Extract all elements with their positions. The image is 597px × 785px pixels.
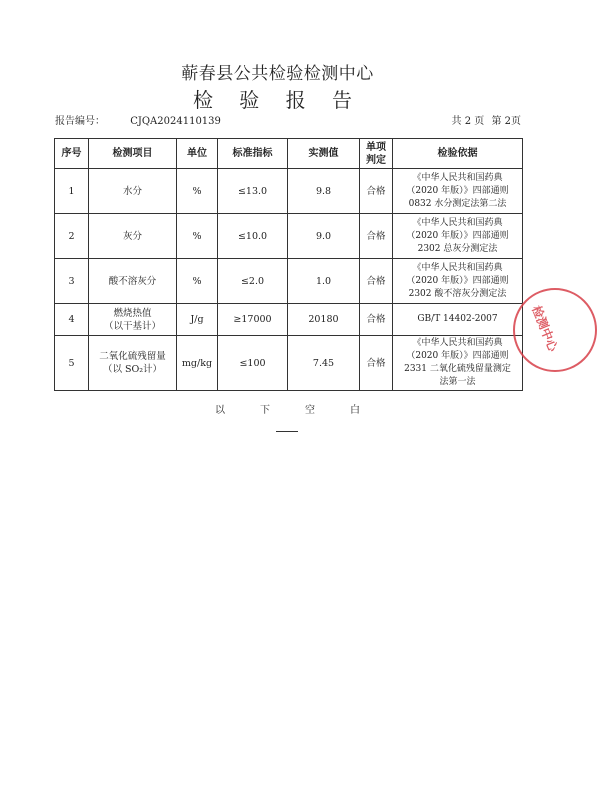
- cell-value: 1.0: [288, 259, 360, 304]
- column-header-standard: 标准指标: [218, 139, 288, 169]
- cell-unit: mg/kg: [177, 336, 218, 391]
- cell-item: [89, 336, 177, 391]
- cell-no: 4: [55, 304, 89, 336]
- basis-line: （2020 年版）》四部通则: [406, 230, 509, 241]
- cell-result: 合格: [360, 259, 393, 304]
- total-pages: 共 2 页: [451, 116, 485, 127]
- item-name: 燃烧热值: [113, 307, 152, 319]
- cell-standard: ≤13.0: [218, 169, 288, 214]
- table-row: [55, 214, 523, 259]
- basis-line: 《中华人民共和国药典: [412, 338, 503, 348]
- cell-value: 9.8: [288, 169, 360, 214]
- cell-result: 合格: [360, 304, 393, 336]
- note-char: 以: [215, 405, 225, 416]
- basis-line: （2020 年版）》四部通则: [406, 351, 509, 361]
- blank-below-note: [215, 401, 360, 416]
- current-page: 第 2页: [491, 116, 521, 127]
- cell-standard: ≤10.0: [218, 214, 288, 259]
- report-number: CJQA2024110139: [130, 116, 221, 127]
- column-header-no: 序号: [55, 139, 89, 169]
- table-row: [55, 259, 523, 304]
- item-subnote: （以 SO₂计）: [102, 364, 163, 375]
- cell-unit: %: [177, 259, 218, 304]
- cell-no: 3: [55, 259, 89, 304]
- cell-result: 合格: [360, 214, 393, 259]
- report-number-label: 报告编号：: [55, 116, 105, 127]
- basis-line: GB/T 14402-2007: [417, 314, 498, 324]
- column-header-result: 单项判定: [360, 139, 393, 169]
- cell-standard: ≥17000: [218, 304, 288, 336]
- basis-line: 《中华人民共和国药典: [412, 262, 503, 273]
- report-number-group: [55, 112, 221, 127]
- official-seal: [513, 288, 597, 372]
- cell-basis: [393, 304, 523, 336]
- cell-unit: J/g: [177, 304, 218, 336]
- cell-item: [89, 304, 177, 336]
- item-name: 二氧化硫残留量: [99, 351, 166, 362]
- cell-item: 灰分: [89, 214, 177, 259]
- cell-basis: [393, 169, 523, 214]
- cell-standard: ≤100: [218, 336, 288, 391]
- page-info: [448, 112, 521, 127]
- basis-line: 2331 二氧化硫残留量测定: [404, 364, 511, 374]
- basis-line: （2020 年版）》四部通则: [406, 185, 509, 196]
- cell-basis: [393, 259, 523, 304]
- column-header-basis: 检验依据: [393, 139, 523, 169]
- note-char: 下: [260, 405, 270, 416]
- column-header-unit: 单位: [177, 139, 218, 169]
- basis-line: 法第一法: [439, 377, 476, 387]
- cell-unit: %: [177, 214, 218, 259]
- cell-no: 5: [55, 336, 89, 391]
- table-row: [55, 169, 523, 214]
- cell-basis: [393, 336, 523, 391]
- cell-no: 1: [55, 169, 89, 214]
- note-char: 白: [350, 405, 360, 416]
- cell-item: 酸不溶灰分: [89, 259, 177, 304]
- cell-no: 2: [55, 214, 89, 259]
- report-meta: [55, 112, 521, 128]
- basis-line: 《中华人民共和国药典: [412, 172, 503, 183]
- basis-line: （2020 年版）》四部通则: [406, 275, 509, 286]
- cell-standard: ≤2.0: [218, 259, 288, 304]
- end-rule: [276, 431, 298, 432]
- table-header-row: [55, 139, 523, 169]
- column-header-item: 检测项目: [89, 139, 177, 169]
- document-title: 检 验 报 告: [192, 88, 363, 112]
- item-subnote: （以干基计）: [103, 320, 161, 332]
- note-char: 空: [305, 405, 315, 416]
- cell-basis: [393, 214, 523, 259]
- basis-line: 《中华人民共和国药典: [412, 217, 503, 228]
- results-table: [54, 138, 523, 391]
- column-header-value: 实测值: [288, 139, 360, 169]
- cell-value: 20180: [288, 304, 360, 336]
- basis-line: 0832 水分测定法第二法: [408, 198, 507, 209]
- basis-line: 2302 酸不溶灰分测定法: [408, 288, 507, 299]
- table-row: [55, 336, 523, 391]
- seal-text: 检测中心: [529, 303, 561, 354]
- basis-line: 2302 总灰分测定法: [417, 243, 498, 254]
- table-row: [55, 304, 523, 336]
- cell-item: 水分: [89, 169, 177, 214]
- cell-value: 7.45: [288, 336, 360, 391]
- cell-value: 9.0: [288, 214, 360, 259]
- organization-name: 蕲春县公共检验检测中心: [181, 64, 374, 84]
- cell-unit: %: [177, 169, 218, 214]
- cell-result: 合格: [360, 169, 393, 214]
- cell-result: 合格: [360, 336, 393, 391]
